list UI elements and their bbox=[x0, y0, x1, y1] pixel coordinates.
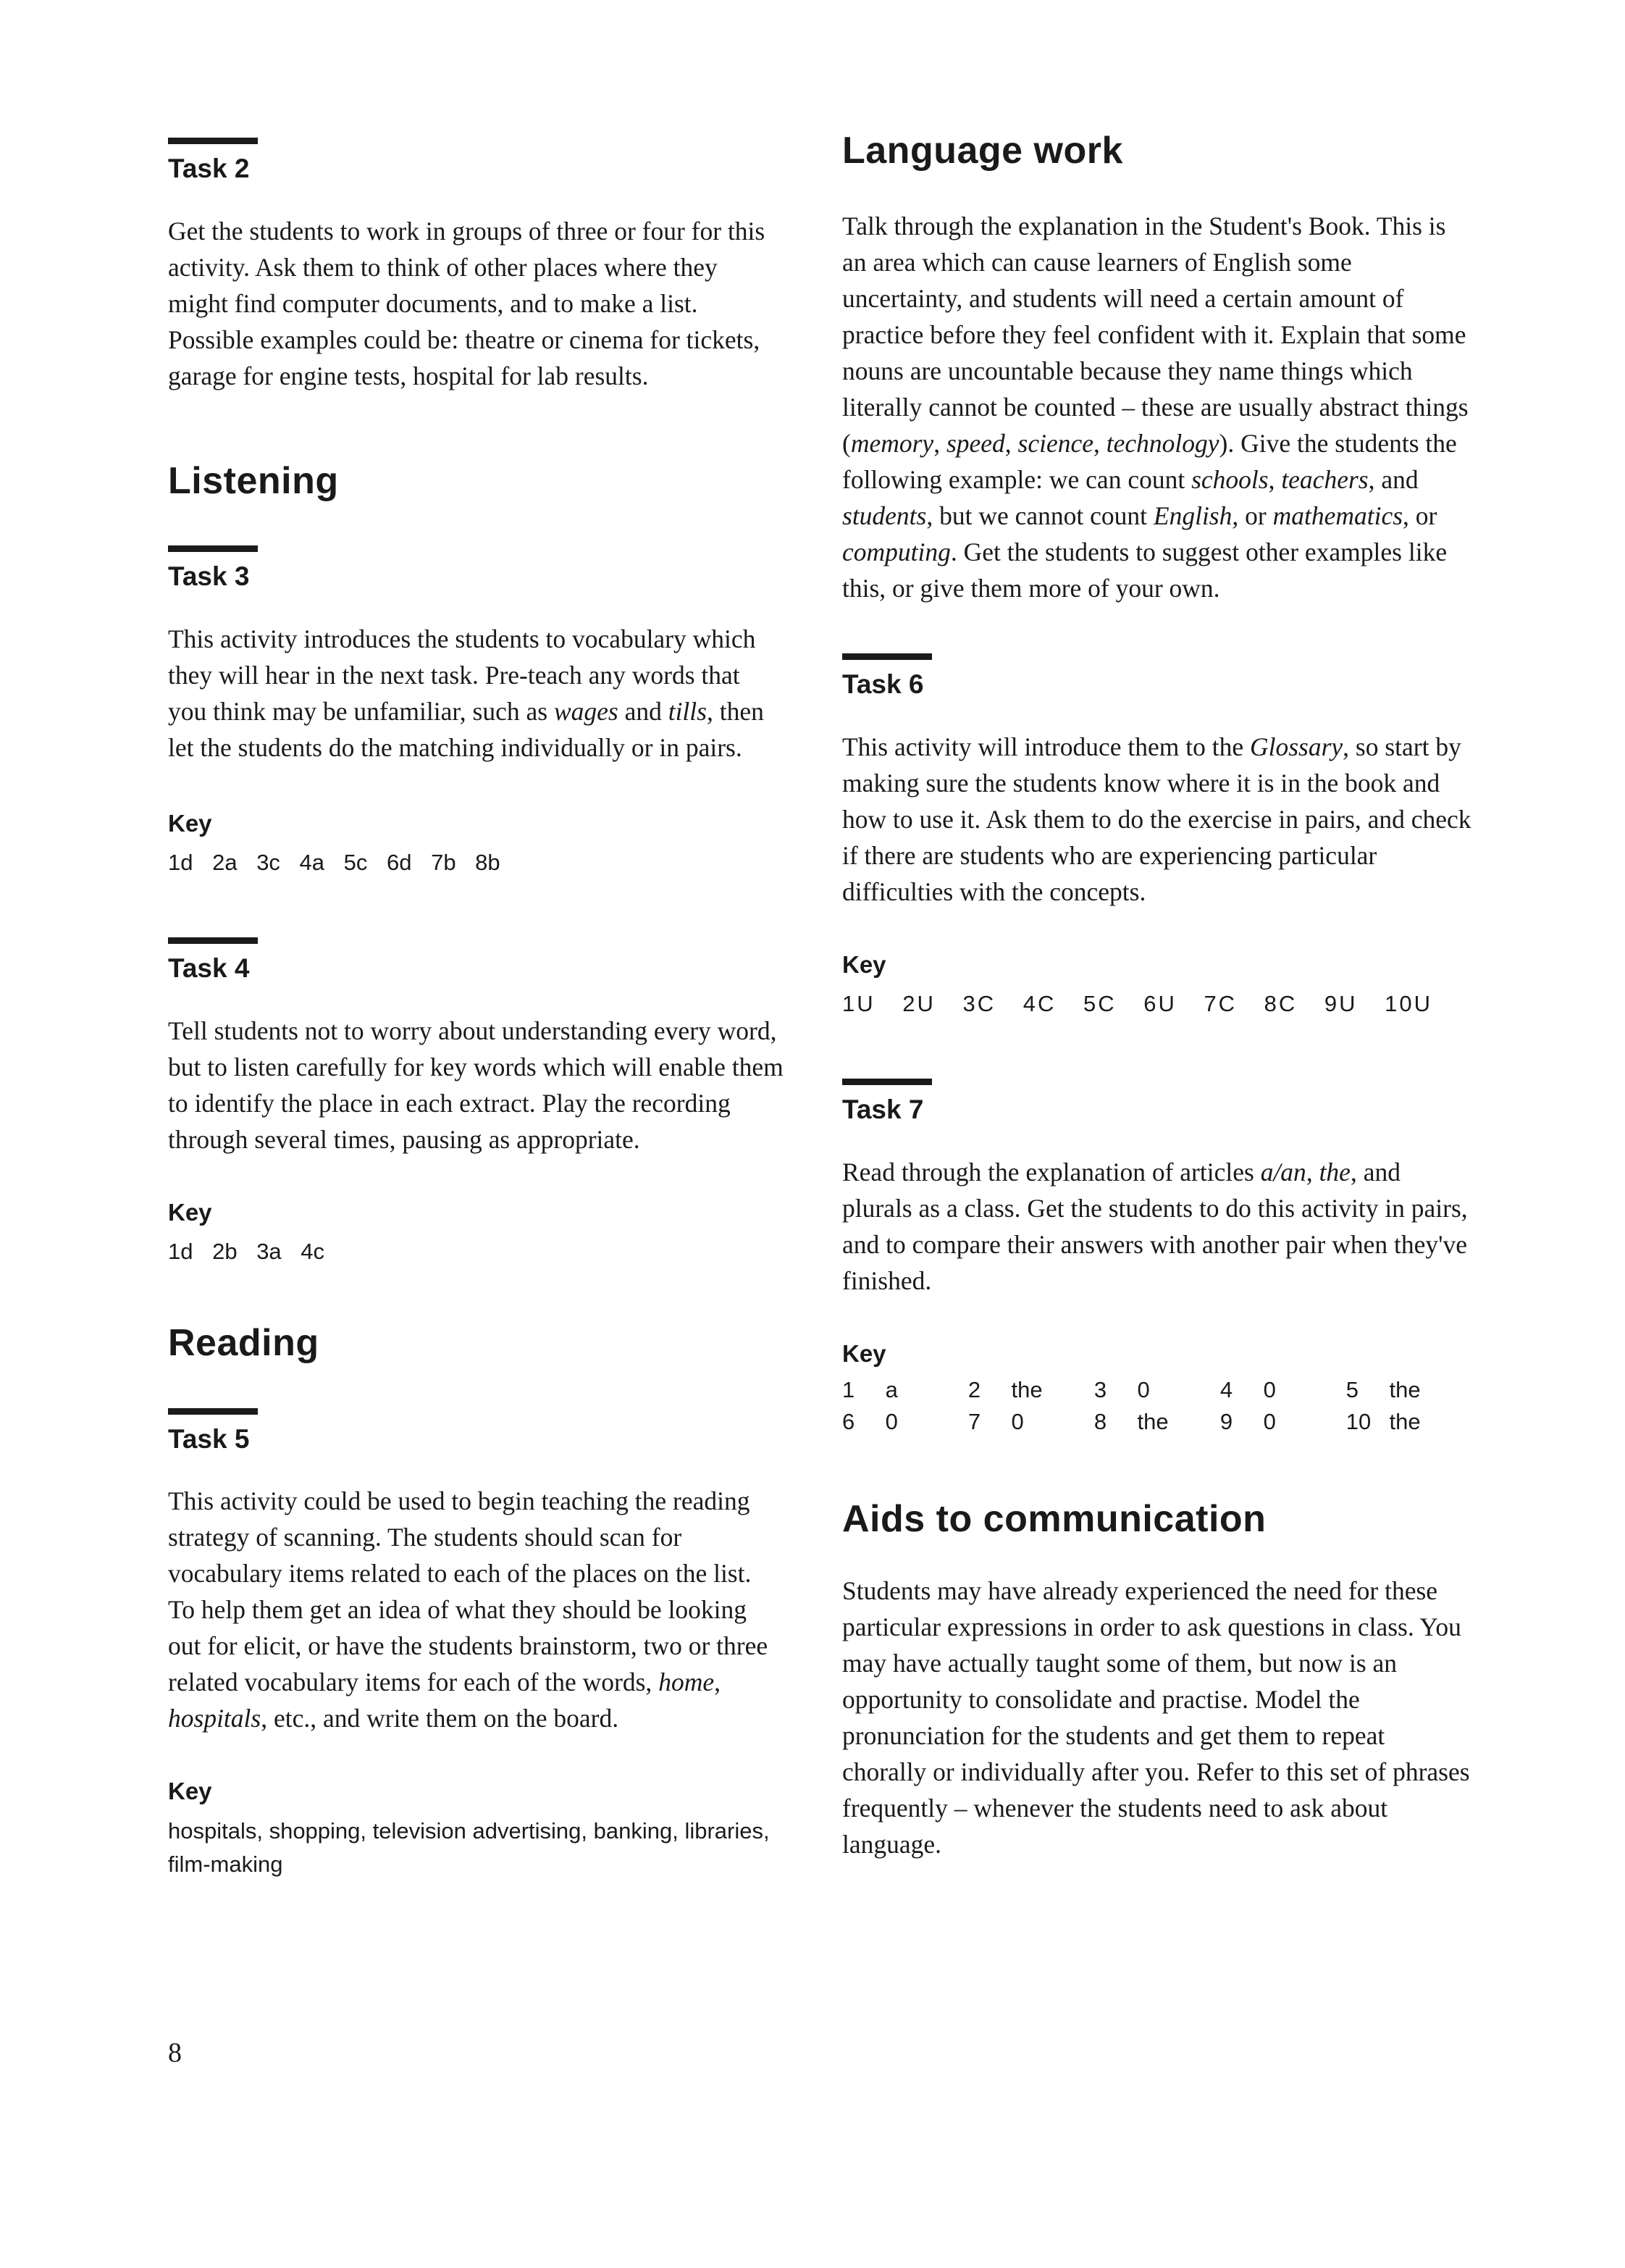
key-answer: the bbox=[1389, 1376, 1421, 1402]
key-number: 10 bbox=[1345, 1408, 1372, 1434]
key-row bbox=[842, 1377, 1472, 1409]
task-2-title: Task 2 bbox=[168, 154, 250, 183]
task-6-key-label: Key bbox=[842, 950, 886, 978]
task-7-body: Read through the explanation of articles a/an, the, and plurals as a class. Get the students to do this activity in pairs, and to compare their answers with another pair when they've finished. bbox=[842, 1158, 1468, 1296]
key-answer: the bbox=[1389, 1408, 1421, 1434]
right-column bbox=[842, 130, 1472, 1862]
key-number: 3 bbox=[1093, 1376, 1107, 1402]
task-6-title: Task 6 bbox=[842, 669, 924, 700]
task-5-key: hospitals, shopping, television advertising, banking, libraries, film-making bbox=[168, 1817, 770, 1877]
key-number: 7 bbox=[967, 1408, 981, 1434]
language-work-heading: Language work bbox=[842, 130, 1123, 172]
key-number: 9 bbox=[1219, 1408, 1233, 1434]
task-7-key-label: Key bbox=[842, 1340, 886, 1368]
reading-heading: Reading bbox=[168, 1322, 319, 1365]
key-answer: 0 bbox=[1263, 1376, 1276, 1402]
key-number: 5 bbox=[1345, 1376, 1359, 1402]
key-row bbox=[842, 1409, 1472, 1441]
key-answer: the bbox=[1137, 1408, 1169, 1434]
aids-to-communication-heading: Aids to communication bbox=[842, 1497, 1267, 1540]
task-4-body: Tell students not to worry about understanding every word, but to listen carefully for key words which will enable them to identify the place in each extract. Play the recording through several times, pausing as appropriate. bbox=[168, 1016, 784, 1154]
task-3-key: 1d 2a 3c 4a 5c 6d 7b 8b bbox=[168, 850, 500, 876]
key-answer: a bbox=[885, 1376, 898, 1402]
section-rule bbox=[168, 138, 258, 144]
task-3-body: This activity introduces the students to vocabulary which they will hear in the next task. Pre-teach any words that you think may be unfamiliar, such as wages and tills, then let the students do the matching individually or in pairs. bbox=[168, 624, 764, 762]
key-answer: the bbox=[1011, 1376, 1043, 1402]
aids-to-communication-body: Students may have already experienced the need for these particular expressions in order to ask questions in class. You may have actually taught some of them, but now is an opportunity to consolidate and practise. Model the pronunciation for the students and get them to repeat chorally or individually after you. Refer to this set of phrases frequently – whenever the students need to ask about language. bbox=[842, 1576, 1470, 1859]
key-number: 4 bbox=[1219, 1376, 1233, 1402]
task-4-key-label: Key bbox=[168, 1198, 212, 1226]
key-number: 1 bbox=[842, 1376, 855, 1402]
task-2-body: Get the students to work in groups of three or four for this activity. Ask them to think of other places where they might find computer documents, and to make a list. Possible examples could be: theatre or cinema for tickets, garage for engine tests, hospital for lab results. bbox=[168, 216, 765, 390]
section-rule bbox=[842, 653, 932, 660]
task-3-title: Task 3 bbox=[168, 561, 250, 591]
key-number: 8 bbox=[1093, 1408, 1107, 1434]
task-5-title: Task 5 bbox=[168, 1423, 250, 1454]
key-answer: 0 bbox=[1011, 1408, 1024, 1434]
key-answer: 0 bbox=[885, 1408, 898, 1434]
task-7-title: Task 7 bbox=[842, 1095, 924, 1125]
language-work-body: Talk through the explanation in the Student's Book. This is an area which can cause learners of English some uncertainty, and students will need a certain amount of practice before they feel confident with it. Explain that some nouns are uncountable because they name things which literally cannot be counted – these are usually abstract things (memory, speed, science, technology). Give the students the following example: we can count schools, teachers, and students, but we cannot count English, or mathematics, or computing. Get the students to suggest other examples like this, or give them more of your own. bbox=[842, 212, 1469, 603]
page-number: 8 bbox=[168, 2038, 182, 2068]
task-7-key-table bbox=[842, 1377, 1472, 1441]
task-4-key: 1d 2b 3a 4c bbox=[168, 1239, 325, 1265]
key-number: 6 bbox=[842, 1408, 855, 1434]
task-5-body: This activity could be used to begin teaching the reading strategy of scanning. The students should scan for vocabulary items related to each of the places on the list. To help them get an idea of what they should be looking out for elicit, or have the students brainstorm, two or three related vocabulary items for each of the words, home, hospitals, etc., and write them on the board. bbox=[168, 1486, 768, 1733]
key-number: 2 bbox=[967, 1376, 981, 1402]
section-rule bbox=[842, 1079, 932, 1085]
task-6-body: This activity will introduce them to the Glossary, so start by making sure the students know where it is in the book and how to use it. Ask them to do the exercise in pairs, and check if there are students who are experiencing particular difficulties with the concepts. bbox=[842, 732, 1471, 906]
task-3-key-label: Key bbox=[168, 809, 212, 837]
task-5-key-label: Key bbox=[168, 1778, 212, 1805]
section-rule bbox=[168, 545, 258, 552]
task-6-key: 1U 2U 3C 4C 5C 6U 7C 8C 9U 10U bbox=[842, 991, 1433, 1017]
task-4-title: Task 4 bbox=[168, 953, 250, 984]
key-answer: 0 bbox=[1263, 1408, 1276, 1434]
listening-heading: Listening bbox=[168, 459, 339, 502]
left-column bbox=[168, 138, 784, 1881]
section-rule bbox=[168, 937, 258, 944]
key-answer: 0 bbox=[1137, 1376, 1150, 1402]
section-rule bbox=[168, 1408, 258, 1415]
